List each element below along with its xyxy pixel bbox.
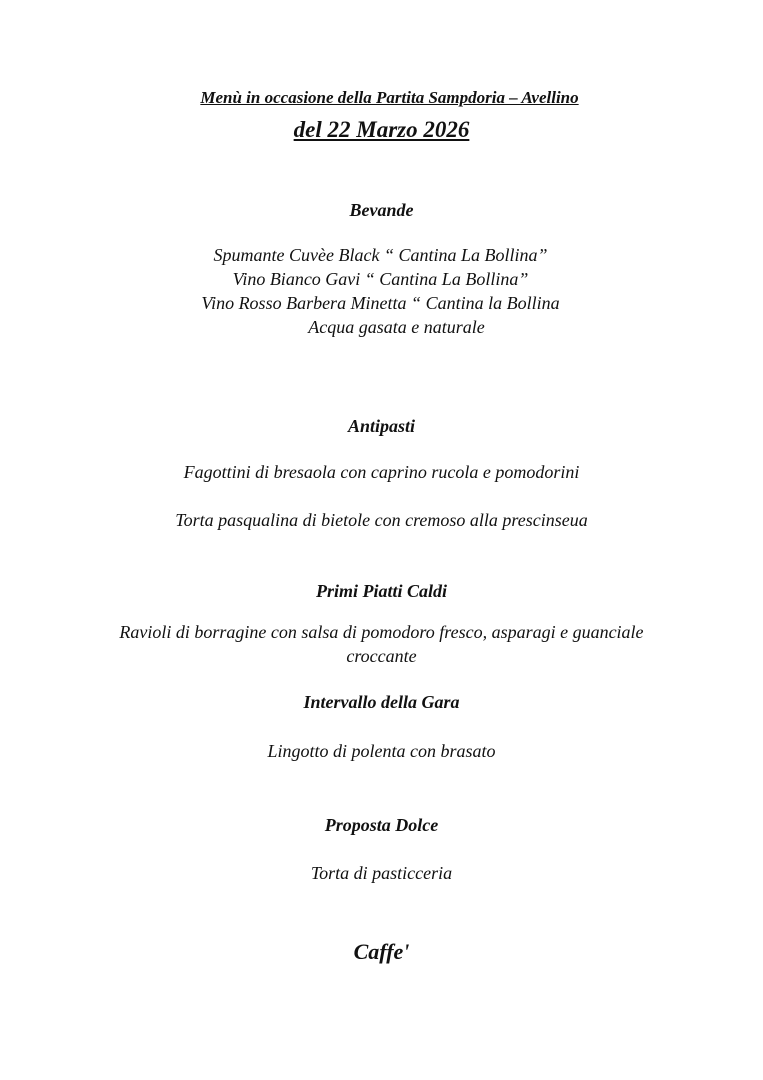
menu-item: Fagottini di bresaola con caprino rucola e pomodorini bbox=[183, 462, 580, 482]
menu-item: Vino Rosso Barbera Minetta “ Cantina la Bollina bbox=[201, 293, 560, 313]
menu-item: Torta pasqualina di bietole con cremoso alla prescinseua bbox=[175, 510, 588, 530]
section-heading-dolce: Proposta Dolce bbox=[324, 815, 439, 835]
menu-date: del 22 Marzo 2026 bbox=[293, 117, 470, 142]
section-heading-primi: Primi Piatti Caldi bbox=[315, 581, 447, 601]
section-heading-intervallo: Intervallo della Gara bbox=[303, 692, 460, 712]
menu-item: Torta di pasticceria bbox=[310, 863, 453, 883]
menu-item: Ravioli di borragine con salsa di pomodoro fresco, asparagi e guanciale bbox=[119, 622, 644, 642]
menu-item: Spumante Cuvèe Black “ Cantina La Bollina” bbox=[213, 245, 548, 265]
menu-item: Lingotto di polenta con brasato bbox=[267, 741, 496, 761]
section-heading-antipasti: Antipasti bbox=[347, 416, 416, 436]
menu-item: croccante bbox=[346, 646, 417, 666]
menu-item: Acqua gasata e naturale bbox=[308, 317, 485, 337]
menu-title: Menù in occasione della Partita Sampdoria – Avellino bbox=[200, 88, 579, 107]
section-heading-caffe: Caffe' bbox=[353, 939, 410, 964]
section-heading-bevande: Bevande bbox=[349, 200, 414, 220]
menu-item: Vino Bianco Gavi “ Cantina La Bollina” bbox=[232, 269, 529, 289]
